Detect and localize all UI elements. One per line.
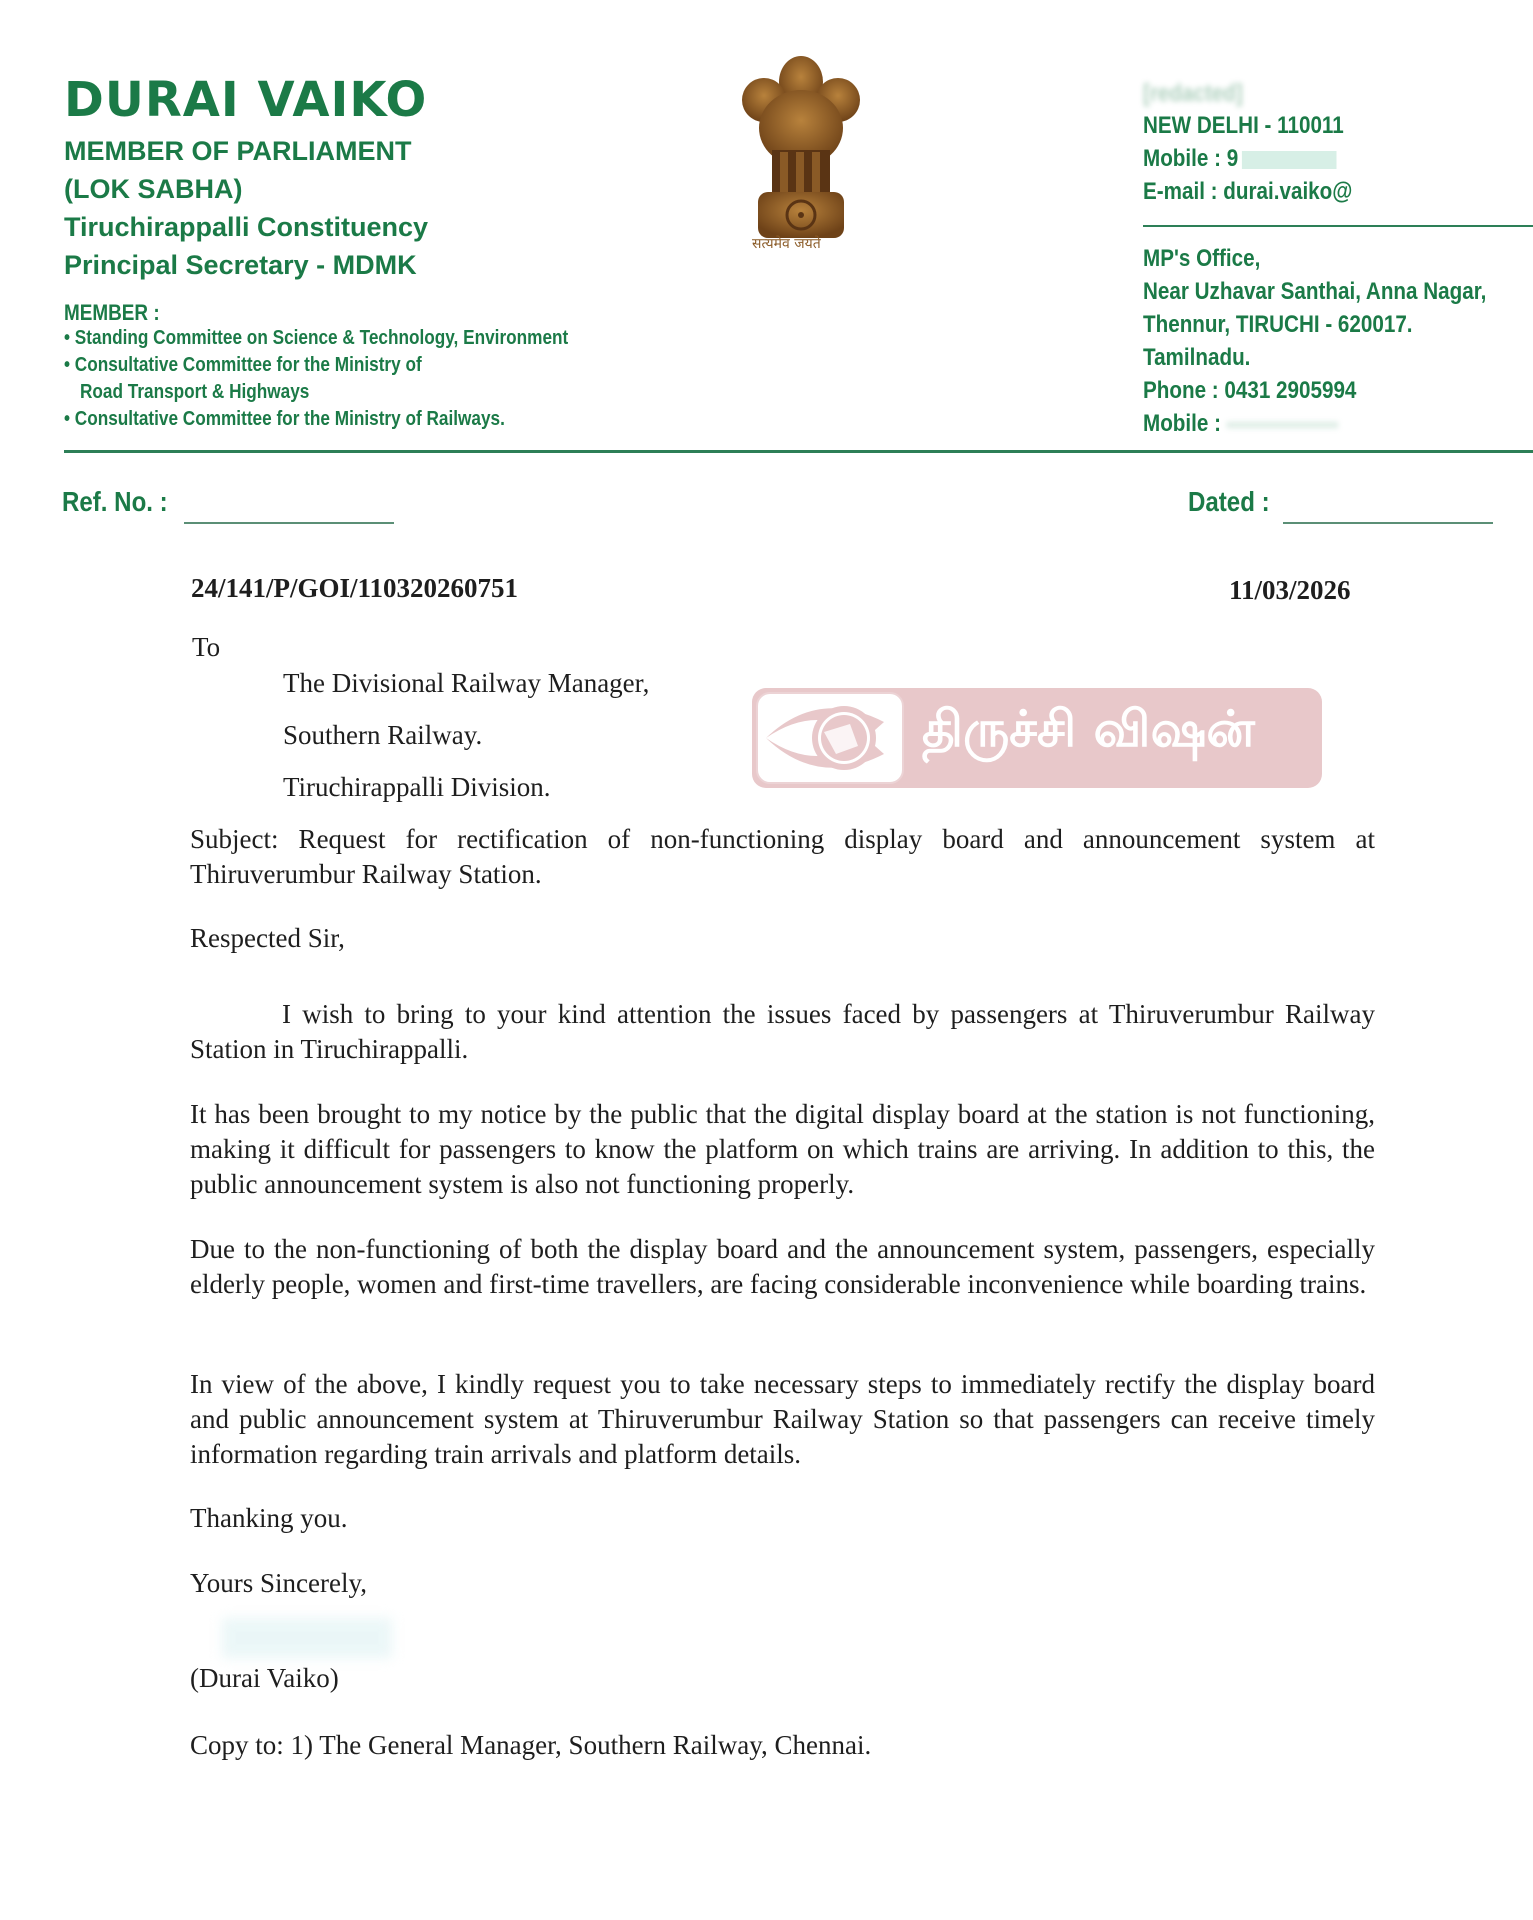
email-value: durai.vaiko@ xyxy=(1223,178,1353,205)
office-line: Tamilnadu. xyxy=(1143,344,1251,371)
national-emblem xyxy=(738,50,864,255)
closing: Yours Sincerely, xyxy=(190,1568,368,1598)
membership-item: Road Transport & Highways xyxy=(80,381,310,403)
letterhead-title-1: MEMBER OF PARLIAMENT xyxy=(64,136,412,166)
office-mobile xyxy=(1143,410,1339,438)
thanks: Thanking you. xyxy=(190,1503,348,1533)
office-line: Thennur, TIRUCHI - 620017. xyxy=(1143,311,1413,338)
letterhead-title-3: Tiruchirappalli Constituency xyxy=(64,212,429,242)
trichy-vision-watermark xyxy=(752,688,1322,788)
mobile-label: Mobile : xyxy=(1143,410,1227,437)
mobile-value-redacted: 9 xyxy=(1226,145,1239,172)
office-line: MP's Office, xyxy=(1143,245,1261,272)
dated-underline xyxy=(1283,522,1493,524)
office-phone: Phone : 0431 2905994 xyxy=(1143,377,1357,404)
delhi-mobile xyxy=(1143,145,1336,173)
redaction-block xyxy=(1227,422,1339,428)
signature-redacted xyxy=(222,1618,392,1658)
lion-capital-icon xyxy=(738,50,864,240)
letter-date: 11/03/2026 xyxy=(1229,575,1351,605)
addressee-line: The Divisional Railway Manager, xyxy=(283,668,650,698)
salutation: Respected Sir, xyxy=(190,923,345,953)
eye-icon xyxy=(758,694,902,782)
letterhead-name: DURAI VAIKO xyxy=(64,72,428,128)
watermark-logo xyxy=(756,692,904,784)
header-divider xyxy=(64,450,1533,453)
delhi-city: NEW DELHI - 110011 xyxy=(1143,112,1344,139)
membership-item: • Standing Committee on Science & Technology, Environment xyxy=(64,327,569,349)
redaction-block xyxy=(1242,151,1337,169)
body-paragraph: In view of the above, I kindly request you to take necessary steps to immediately rectify the display board and public announcement system at Thiruverumbur Railway Station so that passengers can receive timely information regarding train arrivals and platform details. xyxy=(190,1369,1375,1469)
body-paragraph: Due to the non-functioning of both the display board and the announcement system, passengers, especially elderly people, women and first-time travellers, are facing considerable inconvenience while boarding trains. xyxy=(190,1234,1375,1299)
address-divider xyxy=(1143,225,1533,227)
member-heading: MEMBER : xyxy=(64,300,160,325)
addressee-line: Tiruchirappalli Division. xyxy=(283,772,551,802)
letterhead-title-2: (LOK SABHA) xyxy=(64,174,243,204)
office-line: Near Uzhavar Santhai, Anna Nagar, xyxy=(1143,278,1487,305)
ref-label: Ref. No. : xyxy=(62,486,168,517)
dated-label: Dated : xyxy=(1188,486,1270,517)
to-label: To xyxy=(192,632,221,662)
watermark-text: திருச்சி விஷன் xyxy=(922,700,1255,758)
membership-item: • Consultative Committee for the Ministry of xyxy=(64,354,422,376)
mobile-label: Mobile : xyxy=(1143,145,1227,172)
redacted-address-line: [redacted] xyxy=(1143,80,1243,107)
emblem-motto: सत्यमेव जयते xyxy=(752,236,821,252)
letterhead-title-4: Principal Secretary - MDMK xyxy=(64,250,417,280)
ref-number: 24/141/P/GOI/110320260751 xyxy=(191,573,519,603)
delhi-email xyxy=(1143,178,1352,206)
addressee-line: Southern Railway. xyxy=(283,720,483,750)
body-paragraph: I wish to bring to your kind attention the issues faced by passengers at Thiruverumbur Railway Station in Tiruchirappalli. xyxy=(190,999,1375,1064)
subject: Subject: Request for rectification of non-functioning display board and announcement system at Thiruverumbur Railway Station. xyxy=(190,824,1375,889)
ref-underline xyxy=(184,522,394,524)
body-paragraph: It has been brought to my notice by the public that the digital display board at the station is not functioning, making it difficult for passengers to know the platform on which trains are arriving. In addition to this, the public announcement system is also not functioning properly. xyxy=(190,1099,1375,1199)
signatory: (Durai Vaiko) xyxy=(190,1663,339,1693)
membership-item: • Consultative Committee for the Ministry of Railways. xyxy=(64,408,505,430)
copy-to: Copy to: 1) The General Manager, Southern Railway, Chennai. xyxy=(190,1730,872,1760)
email-label: E-mail : xyxy=(1143,178,1224,205)
